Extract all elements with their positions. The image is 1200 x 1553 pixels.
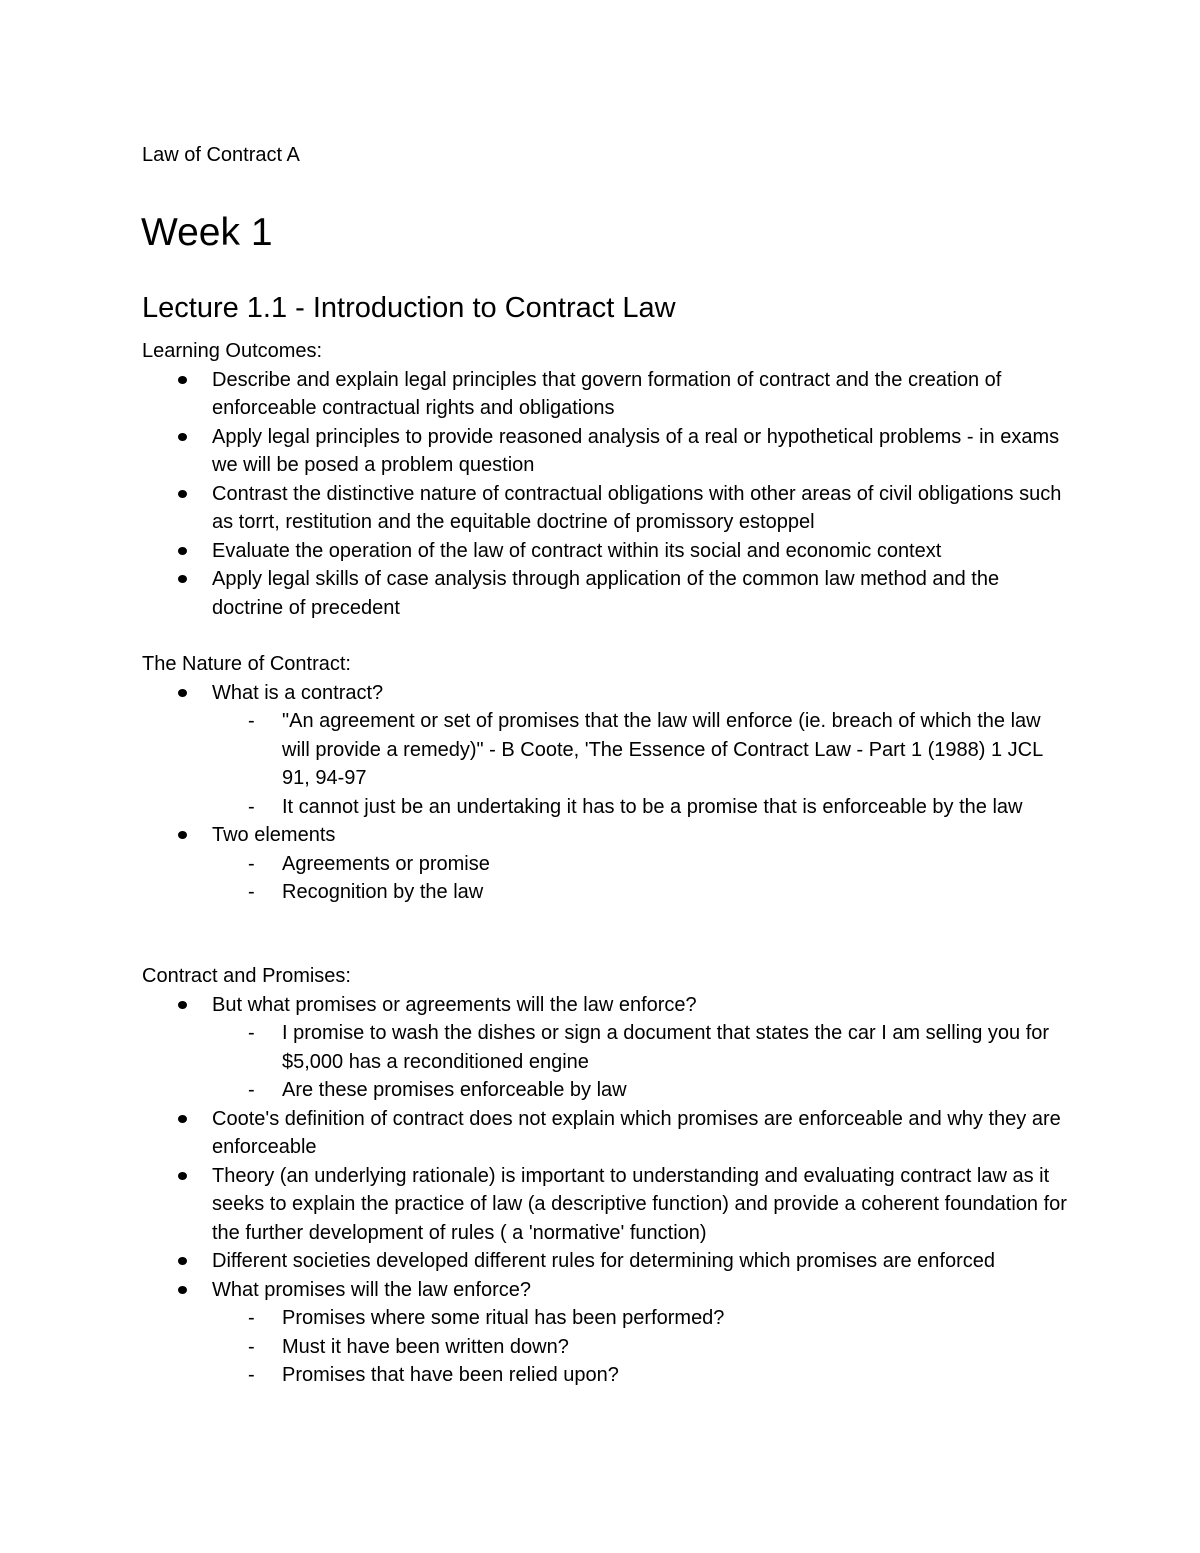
sub-list-item bbox=[212, 793, 1072, 822]
dash-icon: - bbox=[248, 852, 255, 875]
contract-and-promises-section bbox=[142, 962, 1072, 1390]
sub-list-item bbox=[212, 1019, 1072, 1076]
sub-list bbox=[212, 1304, 1072, 1390]
list-item bbox=[142, 480, 1072, 537]
dash-icon: - bbox=[248, 1364, 255, 1386]
list-item bbox=[142, 821, 1072, 907]
lecture-heading: Lecture 1.1 - Introduction to Contract Law bbox=[142, 292, 676, 324]
sub-list-item-text: I promise to wash the dishes or sign a document that states the car I am selling you for $5,000 has a reconditioned engine bbox=[282, 1022, 1050, 1073]
list-item-text: Coote's definition of contract does not explain which promises are enforceable and why they are enforceable bbox=[212, 1107, 1061, 1158]
list-item-text: Two elements bbox=[212, 824, 336, 846]
bullet-icon bbox=[178, 433, 187, 441]
bullet-icon bbox=[178, 1001, 187, 1009]
list-item bbox=[142, 537, 1072, 566]
sub-list bbox=[212, 850, 1072, 907]
list-item bbox=[142, 1105, 1072, 1162]
list-item bbox=[142, 366, 1072, 423]
sub-list-item bbox=[212, 878, 1072, 907]
list-item bbox=[142, 679, 1072, 822]
list-item bbox=[142, 1247, 1072, 1276]
sub-list-item-text: Are these promises enforceable by law bbox=[282, 1079, 627, 1101]
learning-outcomes-section bbox=[142, 337, 1072, 622]
bullet-icon bbox=[178, 575, 187, 583]
dash-icon: - bbox=[248, 1307, 255, 1329]
dash-icon: - bbox=[248, 1022, 255, 1044]
sub-list-item bbox=[212, 850, 1072, 879]
section-title: Contract and Promises: bbox=[142, 965, 351, 987]
sub-list-item bbox=[212, 1304, 1072, 1333]
section-title: The Nature of Contract: bbox=[142, 653, 351, 675]
sub-list-item-text: It cannot just be an undertaking it has to be a promise that is enforceable by the law bbox=[282, 795, 1023, 818]
sub-list-item bbox=[212, 1333, 1072, 1362]
bullet-icon bbox=[178, 547, 187, 555]
list-item-text: Contrast the distinctive nature of contractual obligations with other areas of civil obligations such as torrt, restitution and the equitable doctrine of promissory estoppel bbox=[212, 482, 1062, 533]
bullet-icon bbox=[178, 1286, 187, 1294]
dash-icon: - bbox=[248, 710, 255, 732]
dash-icon: - bbox=[248, 795, 255, 818]
dash-icon: - bbox=[248, 1335, 255, 1358]
list-item-text: Apply legal skills of case analysis through application of the common law method and the doctrine of precedent bbox=[212, 568, 1000, 619]
nature-of-contract-section bbox=[142, 650, 1072, 907]
sub-list-item-text: Promises where some ritual has been performed? bbox=[282, 1307, 725, 1329]
list-item bbox=[142, 991, 1072, 1105]
bullet-icon bbox=[178, 376, 187, 384]
list-item bbox=[142, 1162, 1072, 1248]
bullet-icon bbox=[178, 1172, 187, 1180]
dash-icon: - bbox=[248, 881, 255, 903]
sub-list-item-text: Must it have been written down? bbox=[282, 1335, 569, 1358]
list-item-text: Theory (an underlying rationale) is important to understanding and evaluating contract law as it seeks to explain the practice of law (a descriptive function) and provide a coherent foundation for the further development of rules ( a 'normative' function) bbox=[212, 1164, 1067, 1244]
sub-list-item-text: Recognition by the law bbox=[282, 881, 484, 903]
list-item-text: Apply legal principles to provide reasoned analysis of a real or hypothetical problems - in exams we will be posed a problem question bbox=[212, 425, 1060, 476]
sub-list-item-text: "An agreement or set of promises that the law will enforce (ie. breach of which the law will provide a remedy)" - B Coote, 'The Essence of Contract Law - Part 1 (1988) 1 JCL 91, 94-97 bbox=[282, 710, 1043, 789]
list-item-text: What is a contract? bbox=[212, 681, 384, 704]
bullet-icon bbox=[178, 490, 187, 498]
bullet-icon bbox=[178, 1115, 187, 1123]
list-item-text: But what promises or agreements will the law enforce? bbox=[212, 993, 697, 1016]
document-title: Law of Contract A bbox=[142, 144, 300, 166]
dash-icon: - bbox=[248, 1079, 255, 1101]
contract-and-promises-list bbox=[142, 991, 1072, 1390]
list-item bbox=[142, 423, 1072, 480]
list-item bbox=[142, 565, 1072, 622]
week-heading: Week 1 bbox=[141, 211, 273, 254]
sub-list bbox=[212, 1019, 1072, 1105]
list-item-text: Evaluate the operation of the law of contract within its social and economic context bbox=[212, 539, 942, 562]
sub-list bbox=[212, 707, 1072, 821]
sub-list-item bbox=[212, 1076, 1072, 1105]
bullet-icon bbox=[178, 831, 187, 839]
list-item-text: What promises will the law enforce? bbox=[212, 1278, 532, 1301]
list-item bbox=[142, 1276, 1072, 1390]
sub-list-item bbox=[212, 707, 1072, 793]
list-item-text: Different societies developed different rules for determining which promises are enforced bbox=[212, 1250, 996, 1272]
list-item-text: Describe and explain legal principles that govern formation of contract and the creation of enforceable contractual rights and obligations bbox=[212, 368, 1002, 419]
sub-list-item-text: Promises that have been relied upon? bbox=[282, 1364, 619, 1386]
bullet-icon bbox=[178, 689, 187, 697]
learning-outcomes-list bbox=[142, 366, 1072, 623]
nature-of-contract-list bbox=[142, 679, 1072, 907]
sub-list-item bbox=[212, 1361, 1072, 1390]
bullet-icon bbox=[178, 1257, 187, 1265]
sub-list-item-text: Agreements or promise bbox=[282, 852, 490, 875]
section-title: Learning Outcomes: bbox=[142, 340, 323, 362]
